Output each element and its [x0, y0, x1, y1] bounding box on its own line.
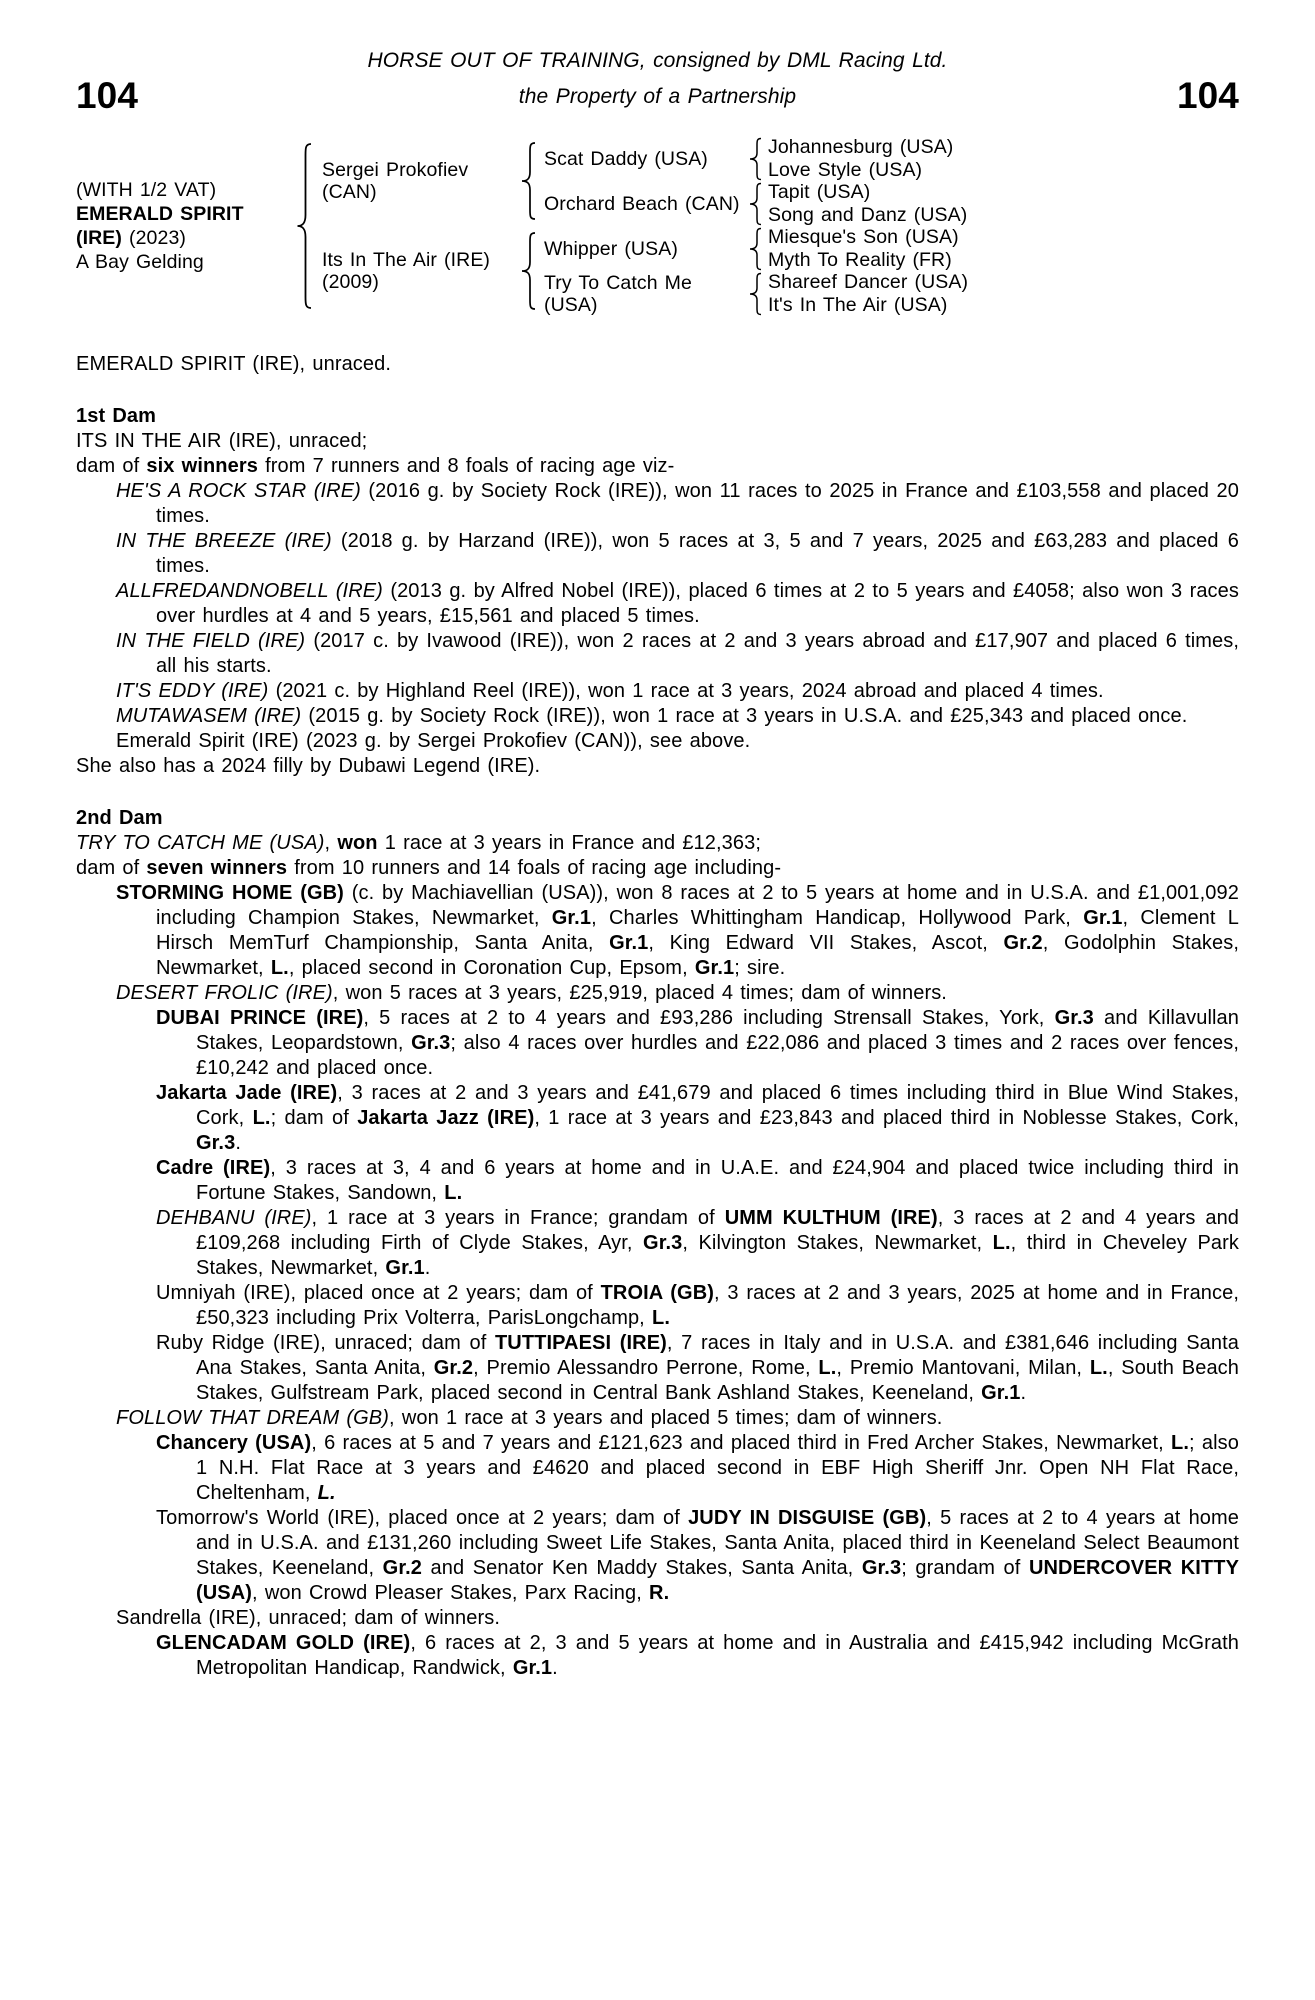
pedigree-braces-gen3 — [742, 136, 768, 316]
pedigree-gen2 — [322, 136, 514, 316]
progeny-entry: Jakarta Jade (IRE), 3 races at 2 and 3 years and £41,679 and placed 6 times including third in Blue Wind Stakes, Cork, L.; dam of Jakarta Jazz (IRE), 1 race at 3 years and £23,843 and placed third in Noblesse Stakes, Cork, Gr.3. — [156, 1082, 1239, 1154]
great-grandparent-name: Johannesburg (USA) — [768, 136, 954, 159]
vat-note: (WITH 1/2 VAT) — [76, 179, 217, 201]
progeny-entry: GLENCADAM GOLD (IRE), 6 races at 2, 3 and 5 years at home and in Australia and £415,942 including McGrath Metropolitan Handicap, Randwick, Gr.1. — [156, 1632, 1239, 1679]
progeny-entry: Sandrella (IRE), unraced; dam of winners. — [116, 1607, 500, 1629]
spacer — [76, 779, 1239, 806]
progeny-entry: DESERT FROLIC (IRE), won 5 races at 3 years, £25,919, placed 4 times; dam of winners. — [116, 982, 947, 1004]
granddam-name: Try To Catch Me (USA) — [544, 271, 692, 316]
grandsire-name: Whipper (USA) — [544, 237, 678, 260]
pedigree-gen3 — [544, 136, 742, 316]
progeny-entry: Umniyah (IRE), placed once at 2 years; dam of TROIA (GB), 3 races at 2 and 3 years, 2025 at home and in France, £50,323 including Prix Volterra, ParisLongchamp, L. — [156, 1282, 1239, 1329]
brace-icon — [294, 136, 316, 316]
progeny-entry: IN THE BREEZE (IRE) (2018 g. by Harzand (IRE)), won 5 races at 3, 5 and 7 years, 2025 and £63,283 and placed 6 times. — [116, 530, 1239, 577]
consignor-line: HORSE OUT OF TRAINING, consigned by DML Racing Ltd. — [367, 49, 948, 72]
dam-produce-summary: dam of seven winners from 10 runners and 14 foals of racing age including- — [76, 857, 782, 879]
progeny-entry: Ruby Ridge (IRE), unraced; dam of TUTTIPAESI (IRE), 7 races in Italy and in U.S.A. and £381,646 including Santa Ana Stakes, Santa Anita, Gr.2, Premio Alessandro Perrone, Rome, L., Premio Mantovani, Milan, L., South Beach Stakes, Gulfstream Park, placed second in Central Bank Ashland Stakes, Keeneland, Gr.1. — [156, 1332, 1239, 1404]
lot-number-left: 104 — [76, 75, 139, 116]
pedigree-subject — [76, 136, 288, 316]
great-grandparent-name: Tapit (USA) — [768, 181, 871, 204]
grandsire-name: Scat Daddy (USA) — [544, 147, 708, 170]
great-grandparent-name: Song and Danz (USA) — [768, 203, 968, 226]
pedigree-braces-gen2 — [514, 136, 544, 316]
progeny-entry: DUBAI PRINCE (IRE), 5 races at 2 to 4 years and £93,286 including Strensall Stakes, York, Gr.3 and Killavullan Stakes, Leopardstown, Gr.3; also 4 races over hurdles and £22,086 and placed 3 times and 2 races over fences, £10,242 and placed once. — [156, 1007, 1239, 1079]
brace-icon — [519, 226, 539, 316]
subject-name: EMERALD SPIRIT — [76, 203, 244, 225]
subject-suffix-year: (IRE) (2023) — [76, 227, 186, 249]
granddam-name: Orchard Beach (CAN) — [544, 192, 740, 215]
dam-produce-summary: dam of six winners from 7 runners and 8 foals of racing age viz- — [76, 455, 675, 477]
progeny-entry: IN THE FIELD (IRE) (2017 c. by Ivawood (IRE)), won 2 races at 2 and 3 years abroad and £17,907 and placed 6 times, all his starts. — [116, 630, 1240, 677]
lot-number-right: 104 — [1176, 75, 1239, 116]
pedigree-brace-gen1 — [288, 136, 322, 316]
progeny-entry: Chancery (USA), 6 races at 5 and 7 years and £121,623 and placed third in Fred Archer Stakes, Newmarket, L.; also 1 N.H. Flat Race at 3 years and £4620 and placed second in EBF High Sheriff Jnr. Open NH Flat Race, Cheltenham, L. — [156, 1432, 1239, 1504]
great-grandparent-name: Miesque's Son (USA) — [768, 226, 959, 249]
brace-icon — [747, 136, 764, 181]
progeny-entry: ALLFREDANDNOBELL (IRE) (2013 g. by Alfred Nobel (IRE)), placed 6 times at 2 to 5 years and £4058; also won 3 races over hurdles at 4 and 5 years, £15,561 and placed 5 times. — [116, 580, 1239, 627]
sire-name: Sergei Prokofiev (CAN) — [322, 159, 469, 203]
lot-row — [76, 75, 1239, 116]
progeny-entry: STORMING HOME (GB) (c. by Machiavellian (USA)), won 8 races at 2 to 5 years at home and in U.S.A. and £1,001,092 including Champion Stakes, Newmarket, Gr.1, Charles Whittingham Handicap, Hollywood Park, Gr.1, Clement L Hirsch MemTurf Championship, Santa Anita, Gr.1, King Edward VII Stakes, Ascot, Gr.2, Godolphin Stakes, Newmarket, L., placed second in Coronation Cup, Epsom, Gr.1; sire. — [116, 882, 1240, 979]
subject-description: A Bay Gelding — [76, 251, 204, 273]
progeny-entry: IT'S EDDY (IRE) (2021 c. by Highland Reel (IRE)), won 1 race at 3 years, 2024 abroad and placed 4 times. — [116, 680, 1104, 702]
brace-icon — [747, 181, 764, 226]
progeny-entry: HE'S A ROCK STAR (IRE) (2016 g. by Society Rock (IRE)), won 11 races to 2025 in France and £103,558 and placed 20 times. — [116, 480, 1239, 527]
section-heading-1st-dam: 1st Dam — [76, 405, 157, 427]
pedigree-gen4 — [768, 136, 1008, 316]
progeny-entry: MUTAWASEM (IRE) (2015 g. by Society Rock (IRE)), won 1 race at 3 years in U.S.A. and £25,343 and placed once. — [116, 705, 1188, 727]
dam-note: She also has a 2024 filly by Dubawi Legend (IRE). — [76, 755, 541, 777]
property-line: the Property of a Partnership — [518, 84, 797, 108]
section-heading-2nd-dam: 2nd Dam — [76, 807, 163, 829]
progeny-entry: Emerald Spirit (IRE) (2023 g. by Sergei Prokofiev (CAN)), see above. — [116, 730, 751, 752]
dam-race-record: ITS IN THE AIR (IRE), unraced; — [76, 430, 368, 452]
brace-icon — [747, 271, 764, 316]
catalogue-text — [76, 352, 1239, 1681]
subject-race-record: EMERALD SPIRIT (IRE), unraced. — [76, 353, 391, 375]
dam-race-record: TRY TO CATCH ME (USA), won 1 race at 3 years in France and £12,363; — [76, 832, 761, 854]
page-header — [76, 48, 1239, 114]
great-grandparent-name: Myth To Reality (FR) — [768, 248, 952, 271]
spacer — [76, 377, 1239, 404]
progeny-entry: FOLLOW THAT DREAM (GB), won 1 race at 3 years and placed 5 times; dam of winners. — [116, 1407, 943, 1429]
brace-icon — [519, 136, 539, 226]
brace-icon — [747, 226, 764, 271]
pedigree-table — [76, 136, 1239, 316]
progeny-entry: Cadre (IRE), 3 races at 3, 4 and 6 years at home and in U.A.E. and £24,904 and placed twice including third in Fortune Stakes, Sandown, L. — [156, 1157, 1239, 1204]
great-grandparent-name: Love Style (USA) — [768, 158, 923, 181]
great-grandparent-name: Shareef Dancer (USA) — [768, 271, 969, 294]
great-grandparent-name: It's In The Air (USA) — [768, 293, 948, 316]
dam-name: Its In The Air (IRE) (2009) — [322, 249, 491, 293]
progeny-entry: DEHBANU (IRE), 1 race at 3 years in France; grandam of UMM KULTHUM (IRE), 3 races at 2 and 4 years and £109,268 including Firth of Clyde Stakes, Ayr, Gr.3, Kilvington Stakes, Newmarket, L., third in Cheveley Park Stakes, Newmarket, Gr.1. — [156, 1207, 1240, 1279]
progeny-entry: Tomorrow's World (IRE), placed once at 2 years; dam of JUDY IN DISGUISE (GB), 5 races at 2 to 4 years at home and in U.S.A. and £131,260 including Sweet Life Stakes, Santa Anita, placed third in Keeneland Select Beaumont Stakes, Keeneland, Gr.2 and Senator Ken Maddy Stakes, Santa Anita, Gr.3; grandam of UNDERCOVER KITTY (USA), won Crowd Pleaser Stakes, Parx Racing, R. — [156, 1507, 1240, 1604]
